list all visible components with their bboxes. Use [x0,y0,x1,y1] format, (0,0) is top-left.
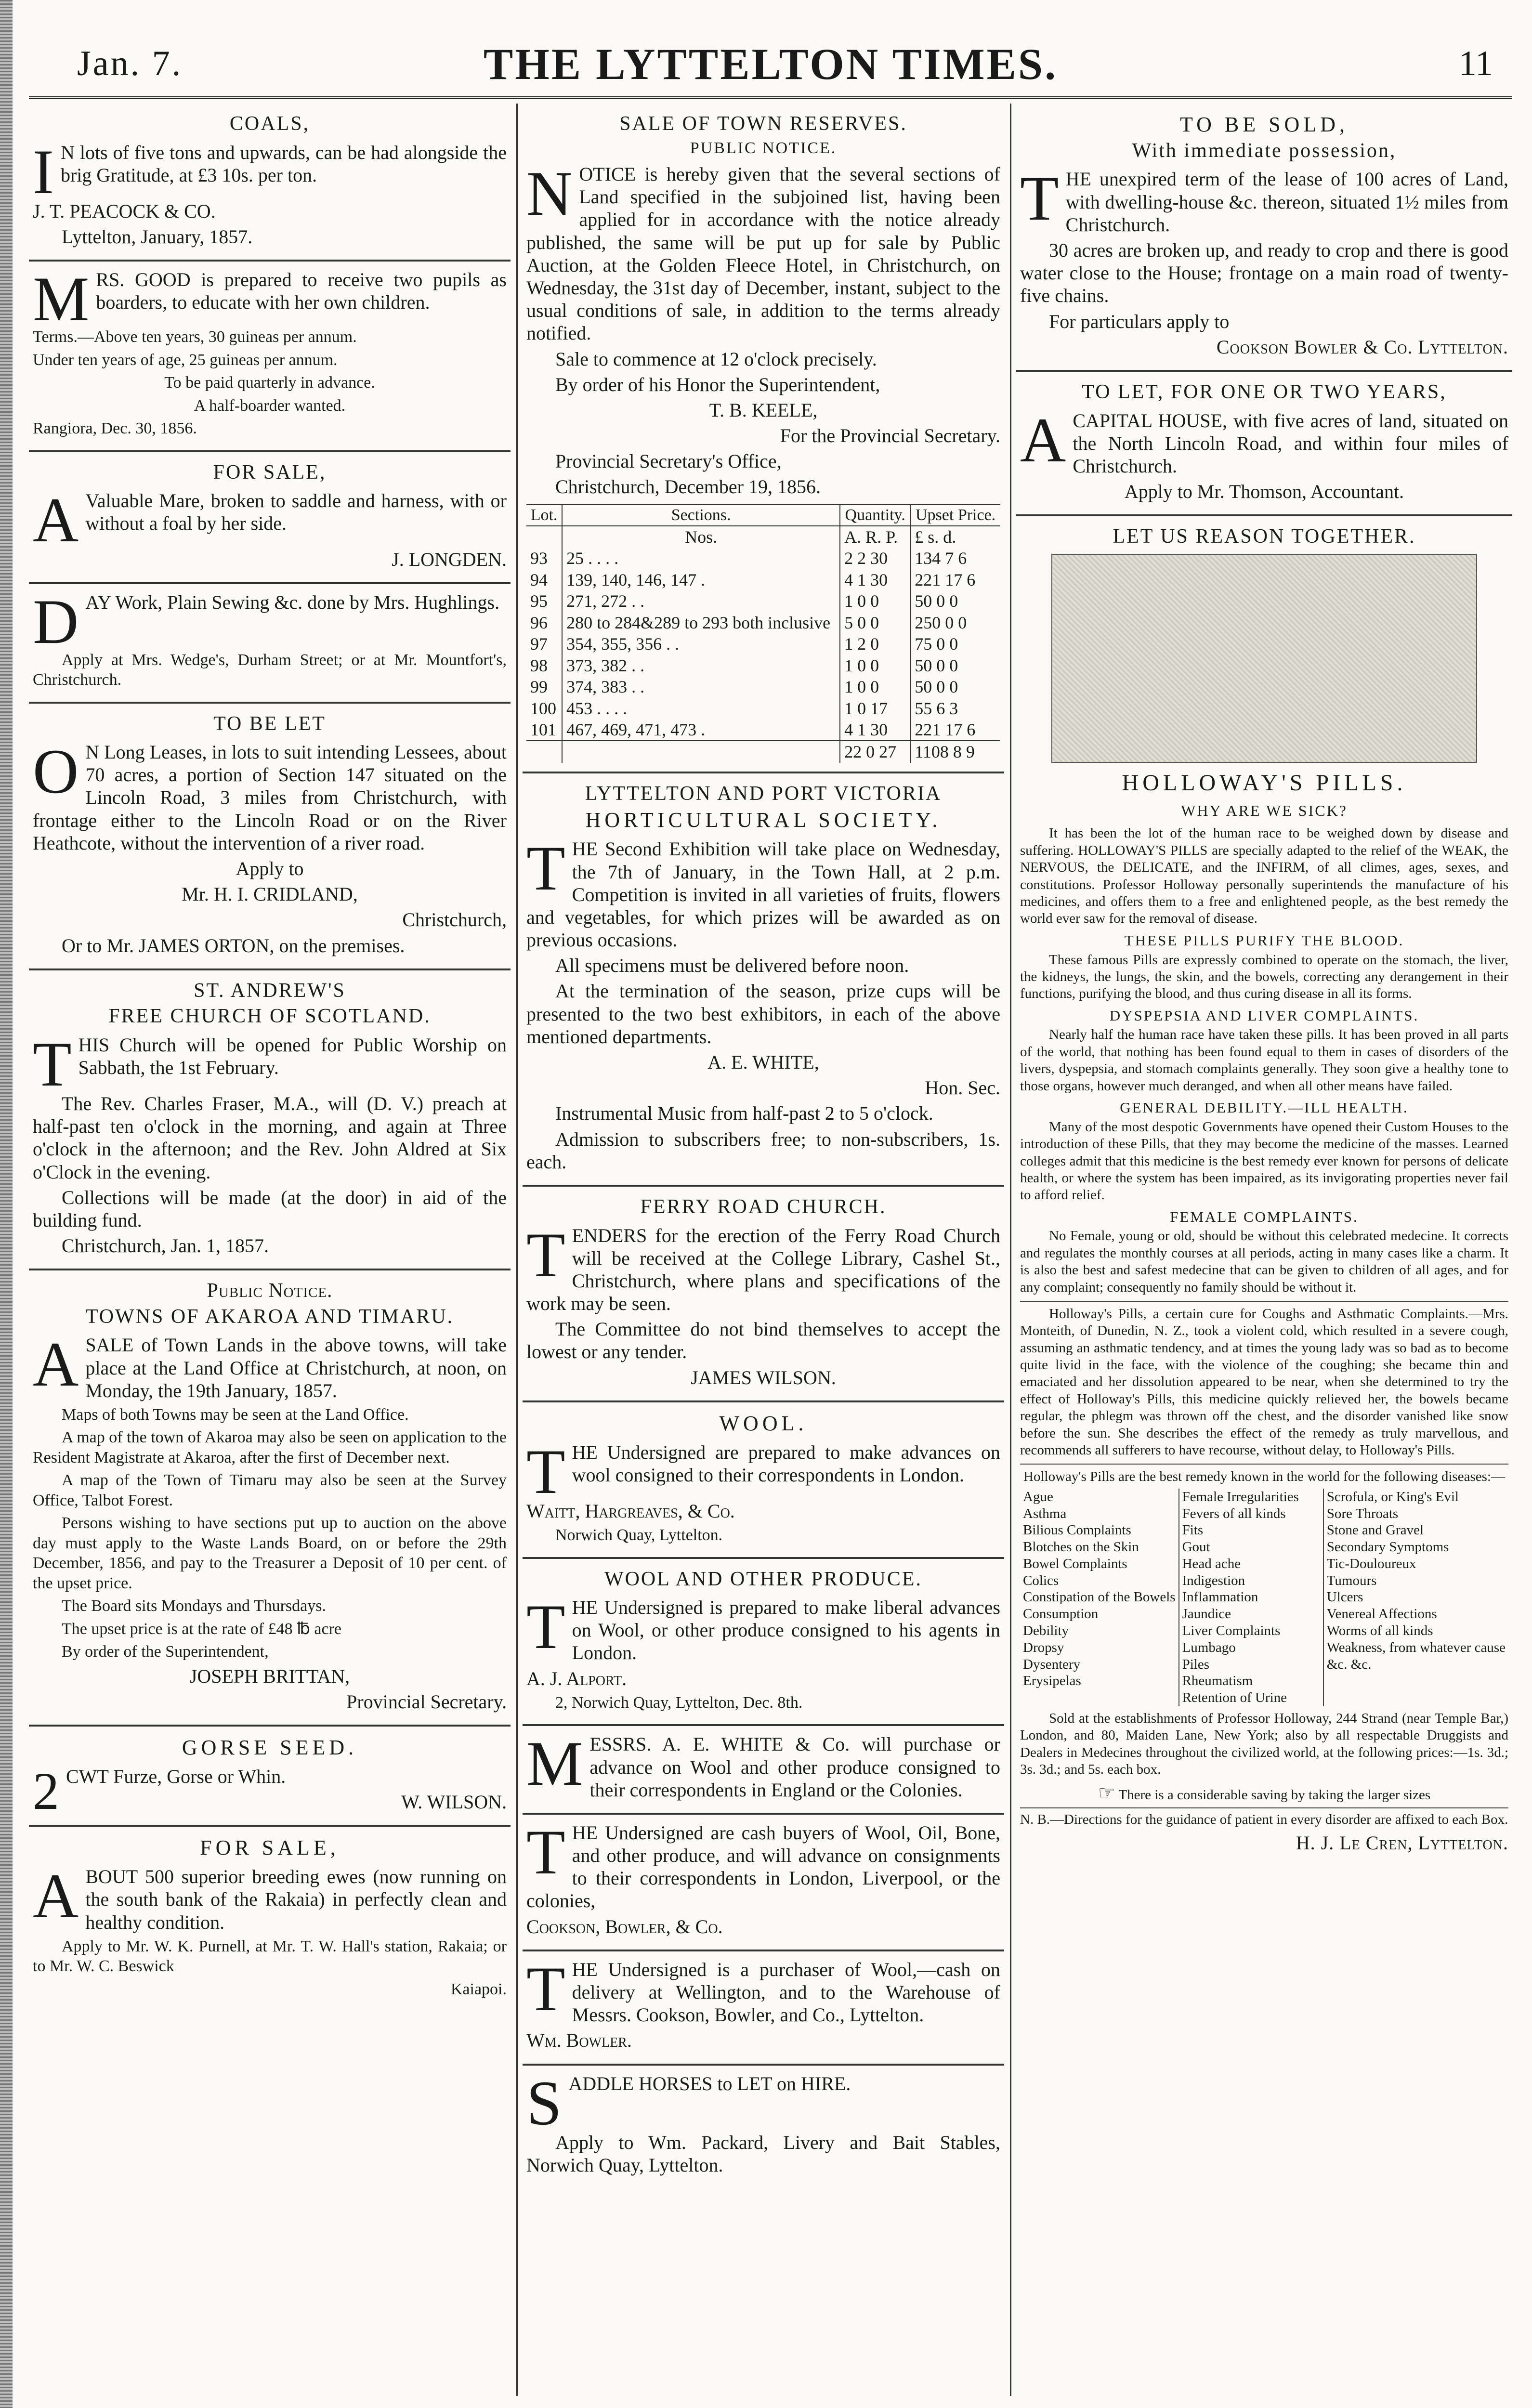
drop-cap: 2 [33,1761,59,1820]
ad-text: Holloway's Pills are the best remedy known in the world for the following diseases:— [1020,1464,1508,1485]
disease-item: Scrofula, or King's Evil [1326,1489,1459,1505]
ad-heading: HOLLOWAY'S PILLS. [1122,770,1407,796]
disease-item: Indigestion [1182,1572,1245,1588]
ad-body: ENDERS for the erection of the Ferry Road Church will be received at the College Library, Cashel St., Christchurch, where plans and specifications of the work may be seen. [526,1224,1000,1315]
ad-heading: TO BE LET [213,712,326,735]
table-cell: 1108 8 9 [910,741,1000,762]
table-cell [562,741,840,762]
table-cell: 354, 355, 356 . . [562,633,840,654]
table-cell: 50 0 0 [910,590,1000,612]
table-cell: 100 [530,698,556,718]
ad-body: OTICE is hereby given that the several sections of Land specified in the subjoined list, having been applied for in accordance with the notice already published, the same will be put up for sale by Public Auction, at the Golden Fleece Hotel, in Christchurch, on Wednesday, the 31st day of December, instant, subject to the usual conditions of sale, in addition to the terms already notified. [526,163,1000,344]
disease-item: Sore Throats [1326,1505,1399,1521]
ad-body: HE unexpired term of the lease of 100 acres of Land, with dwelling-house &c. thereon, situated 1½ miles from Christchurch. [1065,168,1508,236]
disease-item: Fevers of all kinds [1182,1505,1286,1521]
ad-body: BOUT 500 superior breeding ewes (now running on the south bank of the Rakaia) in perfectly clean and healthy condition. [85,1866,507,1933]
table-cell: 96 [530,613,548,632]
table-row [526,698,1000,719]
ad-text: A map of the town of Akaroa may also be seen on application to the Resident Magistrate at Akaroa, after the first of December next. [33,1428,507,1466]
ad-text: Collections will be made (at the door) in aid of the building fund. [33,1186,507,1231]
ad-text: Hon. Sec. [925,1077,1000,1099]
table-cell: 221 17 6 [910,569,1000,590]
ad-body: RS. GOOD is prepared to receive two pupils as boarders, to educate with her own children. [96,269,507,314]
table-header: Upset Price. [910,505,1000,526]
ad-subheading: Public Notice. [207,1280,333,1302]
drop-cap: T [1020,163,1059,234]
binding-edge [0,0,13,2408]
disease-item: Rheumatism [1182,1673,1253,1689]
disease-item: Consumption [1023,1606,1099,1622]
disease-item: Weakness, from whatever cause [1326,1639,1506,1655]
table-cell: Nos. [562,526,840,548]
pointing-hand-icon: ☞ [1098,1781,1115,1804]
ad-text: Christchurch, [402,909,507,931]
table-cell: 99 [530,677,548,697]
ad-text: Apply to Wm. Packard, Livery and Bait Stables, Norwich Quay, Lyttelton. [526,2131,1000,2176]
table-cell: 2 2 30 [840,548,910,569]
table-cell: 4 1 30 [840,719,910,741]
ad-text: No Female, young or old, should be without this celebrated medecine. It corrects and regulates the monthly courses at all periods, acting in many cases like a charm. It is also the best and safest medecine that can be given to children of all ages, and for any complaint; consequently no family should be without it. [1020,1228,1508,1295]
drop-cap: O [33,736,79,807]
ad-to-let-house [1016,372,1512,516]
table-cell: 373, 382 . . [562,655,840,676]
ad-subheading: With immediate possession, [1132,139,1397,162]
ad-akaroa-timaru [29,1270,511,1727]
disease-item: Stone and Gravel [1326,1522,1424,1538]
table-cell: 4 1 30 [840,569,910,590]
ad-dateline: Lyttelton, January, 1857. [62,225,253,248]
ad-heading: LYTTELTON AND PORT VICTORIA [585,782,942,805]
newspaper-title: THE LYTTELTON TIMES. [483,39,1058,89]
ad-body: Valuable Mare, broken to saddle and harness, with or without a foal by her side. [85,490,507,535]
ad-holloways-pills [1016,516,1512,1866]
ad-text: Apply to Mr. Thomson, Accountant. [1124,481,1404,503]
drop-cap: A [33,1860,79,1932]
diseases-list [1020,1489,1508,1706]
drop-cap: T [526,833,565,904]
drop-cap: T [526,1436,565,1507]
ad-body: AY Work, Plain Sewing &c. done by Mrs. Hughlings. [85,591,500,614]
disease-item: Bowel Complaints [1023,1556,1127,1571]
ad-body: N lots of five tons and upwards, can be had alongside the brig Gratitude, at £3 10s. per ton. [60,141,507,186]
ad-heading: ST. ANDREW'S [194,979,346,1002]
ad-text: There is a considerable saving by taking the larger sizes [1118,1787,1431,1803]
ad-text: Maps of both Towns may be seen at the Land Office. [62,1406,409,1424]
ad-text: Norwich Quay, Lyttelton. [555,1526,723,1544]
ad-text: Apply to Mr. W. K. Purnell, at Mr. T. W. Hall's station, Rakaia; or to Mr. W. C. Beswick [33,1937,507,1976]
section-heading: THESE PILLS PURIFY THE BLOOD. [1124,931,1404,949]
ad-text: A half-boarder wanted. [194,396,346,415]
disease-item: Ulcers [1326,1589,1363,1605]
disease-item: Fits [1182,1522,1204,1538]
ad-heading: TOWNS OF AKAROA AND TIMARU. [85,1305,454,1328]
drop-cap: T [526,1219,565,1290]
table-cell: 467, 469, 471, 473 . [562,719,840,741]
ad-body: CAPITAL HOUSE, with five acres of land, situated on the North Lincoln Road, and within four miles of Christchurch. [1073,409,1508,477]
ad-heading: GORSE SEED. [182,1736,358,1760]
ad-heading: TO BE SOLD, [1180,113,1349,136]
table-cell: 5 0 0 [840,612,910,633]
table-cell: 280 to 284&289 to 293 both inclusive [562,612,840,633]
table-cell: 1 0 17 [840,698,910,719]
ad-text: Sale to commence at 12 o'clock precisely. [555,348,877,370]
drop-cap: I [33,136,54,207]
ad-signature: T. B. KEELE, [709,399,818,421]
disease-item: Worms of all kinds [1326,1623,1433,1639]
section-heading: FEMALE COMPLAINTS. [1170,1208,1359,1225]
ad-text: For particulars apply to [1049,310,1230,332]
drop-cap: T [33,1028,72,1099]
disease-item: Blotches on the Skin [1023,1539,1139,1555]
table-row [526,612,1000,633]
ad-day-work [29,584,511,703]
section-heading: DYSPEPSIA AND LIVER COMPLAINTS. [1109,1007,1419,1024]
ad-text: N. B.—Directions for the guidance of patient in every disorder are affixed to each Box. [1020,1807,1508,1828]
ad-text: 2, Norwich Quay, Lyttelton, Dec. 8th. [555,1693,803,1712]
ad-mrs-good [29,262,511,452]
table-cell: 1 2 0 [840,633,910,654]
ad-wool-produce [523,1559,1004,1727]
drop-cap: A [33,1329,79,1400]
table-cell: 1 0 0 [840,676,910,697]
ad-body: HE Undersigned are cash buyers of Wool, Oil, Bone, and other produce, and will advance on consignments to their correspondents in London, Liverpool, or the colonies, [526,1821,1000,1912]
ad-text: Instrumental Music from half-past 2 to 5 o'clock. [555,1102,933,1125]
disease-item: &c. &c. [1326,1656,1372,1672]
ad-wool [523,1402,1004,1559]
ad-text: Holloway's Pills, a certain cure for Coughs and Asthmatic Complaints.—Mrs. Monteith, of Dunedin, N. Z., took a violent cold, which resulted in a severe cough, assuming an asthmatic tendency, and at times the young lady was so bad as to become quite livid in the face, with the violence of the coughing; she became thin and emaciated and her dissolution appeared to be near, when she determined to try the effect of Holloway's Pills, this medicine quickly relieved her, the bowels became regular, the phlegm was thrown off the chest, and the disorder vanished like snow before the sun. She describes the effect of the remedy as truly marvellous, and recommends all sufferers to have recourse, without delay, to Holloway's Pills. [1020,1301,1508,1459]
ad-text: It has been the lot of the human race to be weighed down by disease and suffering. HOLLOWAY'S PILLS are specially adapted to the relief of the WEAK, the NERVOUS, the DELICATE, and the INFIRM, of all climes, ages, sexes, and constitutions. Professor Holloway personally superintends the manufacture of his medicines, and offers them to a free and enlightened people, as the best remedy the world ever saw for the removal of disease. [1020,825,1508,927]
ad-text: The Rev. Charles Fraser, M.A., will (D. V.) preach at half-past ten o'clock in the morning, and again at Three o'clock in the afternoon; and the Rev. John Aldred at Six o'Clock in the evening. [33,1093,507,1183]
table-row [526,590,1000,612]
drop-cap: T [526,1816,565,1887]
disease-item: Erysipelas [1023,1673,1081,1689]
ad-ferry-road-church [523,1187,1004,1402]
ad-body: HE Undersigned is prepared to make liberal advances on Wool, or other produce consigned to his agents in London. [572,1597,1000,1664]
ad-body: HE Undersigned is a purchaser of Wool,—cash on delivery at Wellington, and to the Warehouse of Messrs. Cookson, Bowler, and Co., Lyttelton. [572,1958,1000,2026]
table-header: Lot. [526,505,562,526]
table-cell: 139, 140, 146, 147 . [562,569,840,590]
drop-cap: A [33,484,79,556]
diseases-column [1179,1489,1324,1706]
disease-item: Tumours [1326,1572,1377,1588]
ad-horticultural-society [523,773,1004,1187]
disease-item: Debility [1023,1623,1069,1639]
ad-text: Admission to subscribers free; to non-subscribers, 1s. each. [526,1128,1000,1173]
ad-coals [29,104,511,262]
ad-text: Persons wishing to have sections put up to auction on the above day must apply to the Waste Lands Board, on or before the 29th December, 1856, and pay to the Treasurer a Deposit of 10 per cent. of the upset price. [33,1514,507,1592]
ad-text [1020,1781,1508,1805]
disease-item: Tic-Douloureux [1326,1556,1416,1571]
drop-cap: M [526,1728,583,1799]
table-cell: 134 7 6 [910,548,1000,569]
ad-heading: FREE CHURCH OF SCOTLAND. [108,1005,431,1028]
ad-subheading: PUBLIC NOTICE. [690,139,837,157]
table-cell: 93 [530,549,548,568]
ad-heading: WOOL. [719,1411,808,1435]
ad-signature: JAMES WILSON. [691,1366,836,1388]
disease-item: Female Irregularities [1182,1489,1299,1505]
table-header-row [526,505,1000,526]
ad-body: ESSRS. A. E. WHITE & Co. will purchase or advance on Wool and other produce consigned to their correspondents in England or the Colonies. [589,1733,1000,1801]
ad-text: The Board sits Mondays and Thursdays. [62,1597,326,1615]
ad-text: To be paid quarterly in advance. [164,374,375,392]
ad-terms: Terms.—Above ten years, 30 guineas per annum. [33,328,357,346]
table-cell [526,741,562,762]
table-cell: 55 6 3 [910,698,1000,719]
drop-cap: D [33,586,79,657]
disease-item: Lumbago [1182,1639,1236,1655]
disease-item: Venereal Affections [1326,1606,1437,1622]
disease-item: Jaundice [1182,1606,1231,1622]
table-row [526,676,1000,697]
ad-text: Kaiapoi. [450,1980,507,1998]
table-cell: 75 0 0 [910,633,1000,654]
masthead [29,34,1512,106]
table-cell: 250 0 0 [910,612,1000,633]
ad-heading: LET US REASON TOGETHER. [1113,525,1416,548]
table-cell: 94 [530,570,548,589]
lots-table [526,504,1000,763]
disease-item: Constipation of the Bowels [1023,1589,1176,1605]
disease-item: Inflammation [1182,1589,1258,1605]
ad-messrs-white [523,1726,1004,1815]
engraving-illustration [1051,554,1477,763]
ad-text: For the Provincial Secretary. [780,425,1000,447]
table-cell: A. R. P. [840,526,910,548]
ad-to-be-let [29,704,511,970]
table-cell: 50 0 0 [910,655,1000,676]
ad-text: Apply at Mrs. Wedge's, Durham Street; or at Mr. Mountfort's, Christchurch. [33,651,507,689]
ad-text: Sold at the establishments of Professor Holloway, 244 Strand (near Temple Bar,) London, and 80, Maiden Lane, New York; also by all respectable Druggists and Dealers in Medecines throughout the civilized world, at the following prices:—1s. 3d.; 3s. 3d.; and 5s. each box. [1020,1711,1508,1778]
table-subheader-row [526,526,1000,548]
ad-text: Provincial Secretary's Office, [555,450,782,472]
ad-for-sale-ewes [29,1827,511,2011]
table-cell: 271, 272 . . [562,590,840,612]
section-heading: WHY ARE WE SICK? [1181,802,1348,820]
table-header: Quantity. [840,505,910,526]
drop-cap: S [526,2067,562,2138]
ad-text: The upset price is at the rate of £48 ℔ acre [62,1620,342,1638]
ad-signature: A. E. WHITE, [707,1051,819,1073]
ad-signature: J. T. PEACOCK & CO. [33,200,216,222]
ad-signature: Waitt, Hargreaves, & Co. [526,1500,735,1522]
ad-signature: JOSEPH BRITTAN, [189,1665,350,1687]
table-cell: 1 0 0 [840,590,910,612]
ad-signature: J. LONGDEN. [392,549,507,571]
drop-cap: M [33,263,90,335]
ad-text: By order of the Superintendent, [62,1643,269,1661]
table-cell: 50 0 0 [910,676,1000,697]
drop-cap: T [526,1953,565,2024]
diseases-column [1020,1489,1179,1706]
disease-item: Dropsy [1023,1639,1064,1655]
disease-item: Dysentery [1023,1656,1081,1672]
table-cell: 1 0 0 [840,655,910,676]
table-row [526,719,1000,741]
ad-text: The Committee do not bind themselves to accept the lowest or any tender. [526,1318,1000,1363]
disease-item: Colics [1023,1572,1059,1588]
ad-wm-bowler [523,1951,1004,2066]
ad-st-andrews [29,970,511,1271]
disease-item: Piles [1182,1656,1209,1672]
disease-item: Asthma [1023,1505,1067,1521]
ad-body: HIS Church will be opened for Public Worship on Sabbath, the 1st February. [78,1034,507,1079]
ad-heading: TO LET, FOR ONE OR TWO YEARS, [1082,380,1447,403]
ad-heading: HORTICULTURAL SOCIETY. [585,808,942,832]
ad-text: Or to Mr. JAMES ORTON, on the premises. [62,934,405,956]
table-cell [526,526,562,548]
ad-heading: WOOL AND OTHER PRODUCE. [604,1568,923,1590]
table-cell: 374, 383 . . [562,676,840,697]
ad-body: HE Undersigned are prepared to make advances on wool consigned to their correspondents in London. [572,1441,1000,1486]
ad-text: By order of his Honor the Superintendent, [555,373,880,395]
disease-item: Secondary Symptoms [1326,1539,1449,1555]
ad-signature: Cookson, Bowler, & Co. [526,1915,723,1937]
ad-signature: Cookson Bowler & Co. Lyttelton. [1216,336,1508,358]
ad-heading: FERRY ROAD CHURCH. [640,1195,887,1218]
ad-text: Apply to [236,858,304,880]
ad-heading: FOR SALE, [213,461,327,484]
ad-heading: SALE OF TOWN RESERVES. [619,113,907,135]
table-header: Sections. [562,505,840,526]
column-divider [1010,104,1011,2396]
ad-to-be-sold [1016,104,1512,372]
table-row [526,655,1000,676]
ad-heading: FOR SALE, [200,1836,340,1860]
issue-date: Jan. 7. [77,44,183,83]
table-cell: 453 . . . . [562,698,840,719]
table-cell: 25 . . . . [562,548,840,569]
page-number: 11 [1458,44,1493,83]
table-cell: £ s. d. [910,526,1000,548]
ad-dateline: Christchurch, Jan. 1, 1857. [62,1235,269,1257]
ad-body: HE Second Exhibition will take place on Wednesday, the 7th of January, in the Town Hall, at 2 p.m. Competition is invited in all varieties of fruits, flowers and vegetables, for which prizes will be awarded as on previous occasions. [526,838,1000,951]
drop-cap: T [526,1591,565,1662]
ad-signature: A. J. Alport. [526,1667,627,1689]
table-row [526,633,1000,654]
column-divider [516,104,518,2396]
drop-cap: A [1020,404,1066,475]
ad-gorse-seed [29,1727,511,1827]
ad-saddle-horses [523,2066,1004,2188]
table-row [526,548,1000,569]
disease-item: Retention of Urine [1182,1690,1287,1706]
column-1 [29,104,511,2396]
ad-cookson-bowler [523,1815,1004,1951]
disease-item: Bilious Complaints [1023,1522,1131,1538]
ad-signature: Wm. Bowler. [526,2029,632,2052]
table-cell: 97 [530,634,548,654]
ad-for-sale-mare [29,452,511,585]
ad-body: CWT Furze, Gorse or Whin. [66,1765,286,1787]
table-cell: 221 17 6 [910,719,1000,741]
ad-terms: Under ten years of age, 25 guineas per annum. [33,351,338,369]
ad-text: These famous Pills are expressly combined to operate on the stomach, the liver, the kidneys, the lungs, the skin, and the bowels, correcting any derangement in their functions, purifying the blood, and thus curing disease in all its forms. [1020,952,1508,1002]
table-total-row [526,741,1000,762]
ad-text: Many of the most despotic Governments have opened their Custom Houses to the introduction of these Pills, that they may become the medicine of the masses. Learned colleges admit that this medicine is the best remedy ever known for persons of delicate health, or where the system has been impaired, as its invigorating properties never fail to afford relief. [1020,1119,1508,1203]
disease-item: Ague [1023,1489,1053,1505]
ad-text: All specimens must be delivered before noon. [555,955,909,977]
ad-text: Nearly half the human race have taken these pills. It has been proved in all parts of the world, that nothing has been found equal to them in cases of disorders of the livers, dyspepsia, and stomach complaints generally. They soon give a healthy tone to those organs, however much deranged, and when all other means have failed. [1020,1027,1508,1094]
ad-body: ADDLE HORSES to LET on HIRE. [568,2072,851,2094]
ad-dateline: Rangiora, Dec. 30, 1856. [33,419,197,438]
section-heading: GENERAL DEBILITY.—ILL HEALTH. [1120,1099,1409,1116]
ad-text: A map of the Town of Timaru may also be seen at the Survey Office, Talbot Forest. [33,1471,507,1509]
disease-item: Head ache [1182,1556,1241,1571]
diseases-column [1324,1489,1508,1706]
ad-signature: H. J. Le Cren, Lyttelton. [1296,1832,1508,1854]
column-3 [1016,104,1512,2396]
ad-text: 30 acres are broken up, and ready to crop and there is good water close to the House; frontage on a main road of twenty-five chains. [1020,239,1508,307]
table-cell: 101 [530,720,556,739]
ad-signature: W. WILSON. [401,1791,507,1813]
column-2 [523,104,1004,2396]
table-row [526,569,1000,590]
masthead-rule [29,96,1512,99]
ad-body: N Long Leases, in lots to suit intending Lessees, about 70 acres, a portion of Section 147 situated on the Lincoln Road, 3 miles from Christchurch, with frontage either to the Lincoln Road or on the River Heathcote, without the intervention of a river road. [33,741,507,854]
ad-text: Provincial Secretary. [346,1690,507,1713]
ad-town-reserves [523,104,1004,773]
table-cell: 95 [530,591,548,611]
ad-text: At the termination of the season, prize cups will be presented to the two best exhibitors, in each of the above mentioned departments. [526,980,1000,1047]
ad-text: Mr. H. I. CRIDLAND, [182,883,358,905]
disease-item: Gout [1182,1539,1210,1555]
ad-body: SALE of Town Lands in the above towns, will take place at the Land Office at Christchurch, at noon, on Monday, the 19th January, 1857. [85,1334,507,1401]
drop-cap: N [526,158,573,229]
ad-dateline: Christchurch, December 19, 1856. [555,476,821,498]
table-cell: 98 [530,655,548,675]
disease-item: Liver Complaints [1182,1623,1281,1639]
table-cell: 22 0 27 [840,741,910,762]
ad-heading: COALS, [229,113,310,135]
